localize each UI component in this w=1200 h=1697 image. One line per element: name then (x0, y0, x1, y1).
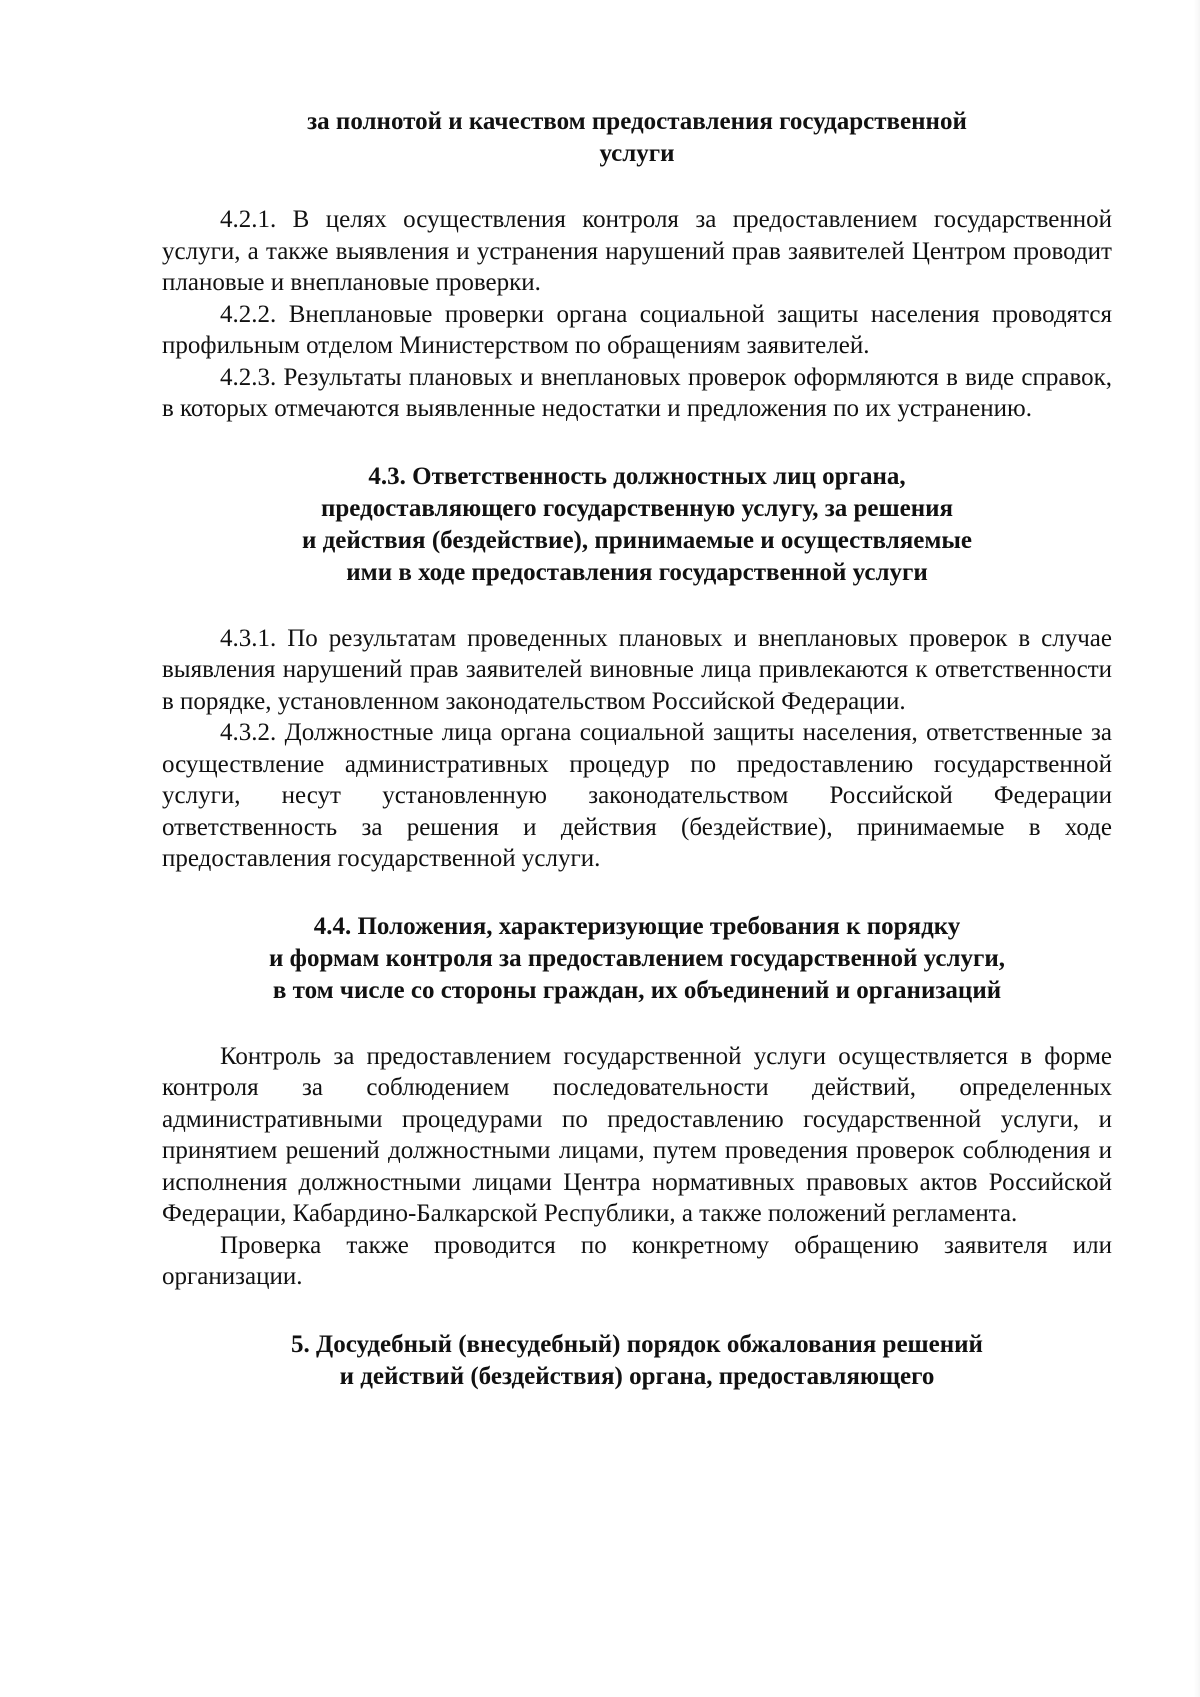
paragraph-4-2-2: 4.2.2. Внеплановые проверки органа социальной защиты населения проводятся профильным отделом Министерством по обращениям заявителей. (162, 300, 1112, 359)
heading-5 (162, 1329, 1112, 1393)
paragraph-4-4-check: Проверка также проводится по конкретному обращению заявителя или организации. (162, 1231, 1112, 1290)
paragraph-4-2-3: 4.2.3. Результаты плановых и внеплановых проверок оформляются в виде справок, в которых отмечаются выявленные недостатки и предложения по их устранению. (162, 363, 1112, 422)
paragraph-4-3-2: 4.3.2. Должностные лица органа социальной защиты населения, ответственные за осуществление административных процедур по предоставлению государственной услуги, несут установленную законодательством Российской Федерации ответственность за решения и действия (бездействие), принимаемые в ходе предоставления государственной услуги. (162, 719, 1112, 872)
document-body (162, 106, 1112, 1393)
heading-line: и действия (бездействие), принимаемые и осуществляемые (301, 526, 973, 554)
heading-line: ими в ходе предоставления государственной услуги (346, 558, 928, 586)
heading-line: 4.4. Положения, характеризующие требования к порядку (313, 912, 961, 940)
paragraph-4-2-1: 4.2.1. В целях осуществления контроля за предоставлением государственной услуги, а также выявления и устранения нарушений прав заявителей Центром проводит плановые и внеплановые проверки. (162, 206, 1112, 296)
scan-edge-shadow (1194, 0, 1200, 1697)
heading-line: в том числе со стороны граждан, их объединений и организаций (272, 976, 1002, 1004)
heading-line: 4.3. Ответственность должностных лиц органа, (368, 462, 906, 490)
heading-line: 5. Досудебный (внесудебный) порядок обжалования решений (291, 1330, 983, 1358)
heading-line: и действий (бездействия) органа, предоставляющего (339, 1362, 935, 1390)
heading-4-4 (162, 911, 1112, 1007)
heading-4-3 (162, 461, 1112, 589)
heading-line: за полнотой и качеством предоставления государственной (307, 108, 967, 135)
paragraph-4-3-1: 4.3.1. По результатам проведенных плановых и внеплановых проверок в случае выявления нарушений прав заявителей виновные лица привлекаются к ответственности в порядке, установленном законодательством Российской Федерации. (162, 624, 1112, 715)
heading-line: услуги (599, 140, 675, 167)
paragraph-4-4-control: Контроль за предоставлением государственной услуги осуществляется в форме контроля за соблюдением последовательности действий, определенных административными процедурами по предоставлению государственной услуги, и принятием решений должностными лицами, путем проведения проверок соблюдения и исполнения должностными лицами Центра нормативных правовых актов Российской Федерации, Кабардино-Балкарской Республики, а также положений регламента. (162, 1042, 1112, 1227)
heading-line: предоставляющего государственную услугу, за решения (320, 494, 954, 522)
heading-line: и формам контроля за предоставлением государственной услуги, (269, 944, 1005, 972)
heading-control-quality (162, 106, 1112, 170)
